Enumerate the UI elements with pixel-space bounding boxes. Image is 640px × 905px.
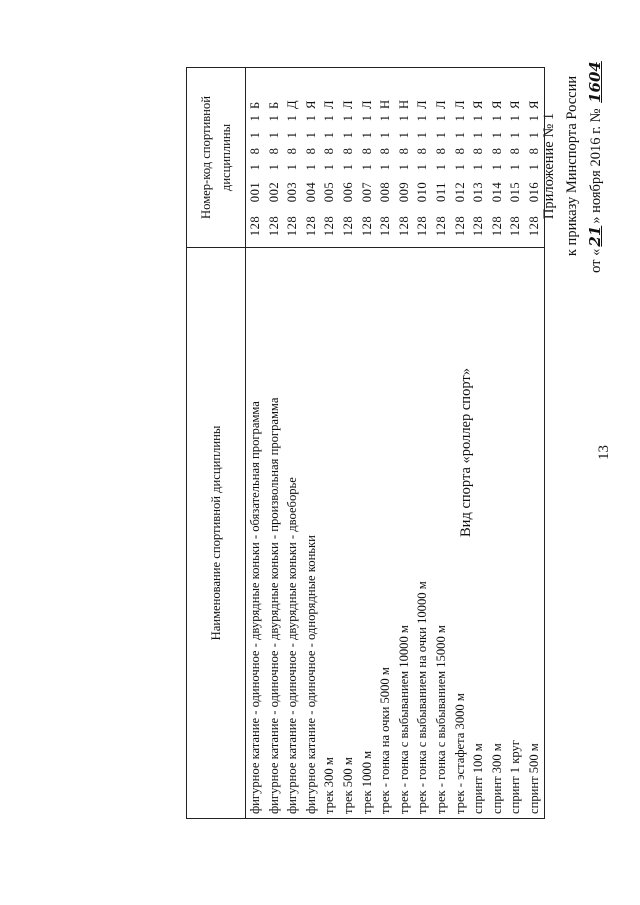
code-segment: 010 xyxy=(415,181,430,203)
code-segment: Я xyxy=(303,100,318,109)
code-segment: 8 xyxy=(248,147,262,155)
code-segment: 009 xyxy=(396,181,411,203)
discipline-name: трек - гонка с выбыванием на очки 10000 м xyxy=(413,248,432,819)
handwritten-day: 21 xyxy=(586,225,604,247)
appendix-order-date xyxy=(584,31,608,301)
code-segment: 016 xyxy=(526,181,541,203)
code-segment: 007 xyxy=(359,181,374,203)
code-segment: 128 xyxy=(396,215,411,237)
discipline-name: спринт 300 м xyxy=(488,248,507,819)
discipline-name: трек - гонка с выбыванием 15000 м xyxy=(432,248,451,819)
code-segment: Я xyxy=(471,100,486,109)
code-segment: 1 xyxy=(378,131,393,139)
discipline-name: трек - гонка с выбыванием 10000 м xyxy=(395,248,414,819)
discipline-name: фигурное катание - одиночное - двурядные коньки - двоеборье xyxy=(283,248,302,819)
code-segment: 1 xyxy=(248,114,262,122)
code-segment: 1 xyxy=(322,131,337,139)
code-segment: 8 xyxy=(303,147,318,155)
code-segment: Л xyxy=(359,99,374,109)
code-segment: Л xyxy=(433,99,448,109)
code-segment: 8 xyxy=(452,147,467,155)
discipline-code xyxy=(320,68,339,248)
code-segment: 1 xyxy=(285,163,300,171)
code-segment: 1 xyxy=(248,131,262,139)
code-segment: 005 xyxy=(322,181,337,203)
table-row xyxy=(432,68,451,819)
code-segment: 1 xyxy=(248,163,262,171)
table-body xyxy=(246,68,545,819)
discipline-code xyxy=(283,68,302,248)
table-row xyxy=(525,68,544,819)
discipline-name: трек - гонка на очки 5000 м xyxy=(376,248,395,819)
code-segment: 8 xyxy=(396,147,411,155)
discipline-code xyxy=(395,68,414,248)
table-row xyxy=(376,68,395,819)
code-segment: 128 xyxy=(266,215,281,237)
code-segment: 128 xyxy=(508,215,523,237)
discipline-name: фигурное катание - одиночное - двурядные коньки - обязательная программа xyxy=(246,248,265,819)
table-row xyxy=(451,68,470,819)
code-segment: 8 xyxy=(471,147,486,155)
code-segment: 1 xyxy=(433,163,448,171)
date-prefix: от « xyxy=(588,248,604,273)
discipline-code xyxy=(469,68,488,248)
code-segment: 1 xyxy=(508,114,523,122)
code-segment: Я xyxy=(508,100,523,109)
code-segment: 004 xyxy=(303,181,318,203)
table-row xyxy=(265,68,284,819)
code-segment: 013 xyxy=(471,181,486,203)
code-segment: 1 xyxy=(508,131,523,139)
code-segment: 1 xyxy=(359,131,374,139)
table-header-row xyxy=(187,68,246,819)
code-segment: 128 xyxy=(415,215,430,237)
header-discipline-name: Наименование спортивной дисциплины xyxy=(187,248,246,819)
code-segment: 1 xyxy=(526,114,541,122)
code-segment: 1 xyxy=(322,163,337,171)
code-segment: 1 xyxy=(489,131,504,139)
page-number: 13 xyxy=(596,445,612,460)
code-segment: 128 xyxy=(433,215,448,237)
code-segment: 1 xyxy=(508,163,523,171)
code-segment: 1 xyxy=(266,163,281,171)
discipline-name: спринт 100 м xyxy=(469,248,488,819)
discipline-code xyxy=(413,68,432,248)
discipline-code xyxy=(525,68,544,248)
code-segment: 014 xyxy=(489,181,504,203)
code-segment: 1 xyxy=(526,163,541,171)
discipline-name: фигурное катание - одиночное - двурядные коньки - произвольная программа xyxy=(265,248,284,819)
code-segment: 1 xyxy=(433,131,448,139)
sport-title: Вид спорта «роллер спорт» xyxy=(458,368,474,537)
table-row xyxy=(413,68,432,819)
code-segment: Б xyxy=(266,101,281,109)
table-row xyxy=(358,68,377,819)
code-segment: 1 xyxy=(359,114,374,122)
code-segment: 1 xyxy=(285,114,300,122)
code-segment: 1 xyxy=(433,114,448,122)
code-segment: 1 xyxy=(303,163,318,171)
code-segment: 8 xyxy=(285,147,300,155)
code-segment: 1 xyxy=(471,131,486,139)
discipline-code xyxy=(488,68,507,248)
table-row xyxy=(246,68,265,819)
code-segment: 1 xyxy=(322,114,337,122)
code-segment: 1 xyxy=(396,114,411,122)
code-segment: Б xyxy=(248,101,262,109)
code-segment: Н xyxy=(396,99,411,109)
code-segment: 128 xyxy=(452,215,467,237)
appendix-order-ref: к приказу Минспорта России xyxy=(564,75,580,257)
code-segment: 1 xyxy=(489,114,504,122)
discipline-name: спринт 500 м xyxy=(525,248,544,819)
discipline-name: трек 1000 м xyxy=(358,248,377,819)
discipline-code xyxy=(506,68,525,248)
code-segment: 1 xyxy=(489,163,504,171)
code-segment: 1 xyxy=(303,131,318,139)
code-segment: 8 xyxy=(266,147,281,155)
discipline-code xyxy=(432,68,451,248)
code-segment: 128 xyxy=(359,215,374,237)
code-segment: 1 xyxy=(340,163,355,171)
code-segment: 8 xyxy=(322,147,337,155)
code-segment: 128 xyxy=(340,215,355,237)
code-segment: Н xyxy=(378,99,393,109)
discipline-name: трек - эстафета 3000 м xyxy=(451,248,470,819)
discipline-name: трек 300 м xyxy=(320,248,339,819)
discipline-name: трек 500 м xyxy=(339,248,358,819)
code-segment: 128 xyxy=(248,215,262,237)
code-segment: 8 xyxy=(508,147,523,155)
code-segment: 1 xyxy=(303,114,318,122)
code-segment: 1 xyxy=(452,163,467,171)
code-segment: 1 xyxy=(396,163,411,171)
discipline-name: спринт 1 круг xyxy=(506,248,525,819)
handwritten-order-number: 1604 xyxy=(586,61,604,103)
header-discipline-code: Номер-код спортивной дисциплины xyxy=(187,68,246,248)
code-segment: 8 xyxy=(340,147,355,155)
code-segment: 128 xyxy=(471,215,486,237)
code-segment: 8 xyxy=(526,147,541,155)
code-segment: 1 xyxy=(471,114,486,122)
table-row xyxy=(506,68,525,819)
table-row xyxy=(302,68,321,819)
code-segment: 1 xyxy=(340,131,355,139)
code-segment: 002 xyxy=(266,181,281,203)
discipline-code xyxy=(339,68,358,248)
code-segment: Д xyxy=(285,99,300,109)
discipline-code xyxy=(265,68,284,248)
discipline-code xyxy=(358,68,377,248)
code-segment: 1 xyxy=(415,163,430,171)
code-segment: Л xyxy=(415,99,430,109)
code-segment: 128 xyxy=(303,215,318,237)
table-row xyxy=(395,68,414,819)
code-segment: 006 xyxy=(340,181,355,203)
date-middle: » ноября 2016 г. № xyxy=(588,108,604,224)
discipline-code xyxy=(302,68,321,248)
code-segment: 128 xyxy=(489,215,504,237)
code-segment: 015 xyxy=(508,181,523,203)
code-segment: 128 xyxy=(322,215,337,237)
code-segment: 1 xyxy=(415,131,430,139)
discipline-name: фигурное катание - одиночное - однорядные коньки xyxy=(302,248,321,819)
code-segment: Л xyxy=(322,99,337,109)
table-row xyxy=(283,68,302,819)
code-segment: 1 xyxy=(526,131,541,139)
appendix-header xyxy=(538,31,608,301)
table-row xyxy=(320,68,339,819)
code-segment: Я xyxy=(489,100,504,109)
discipline-code xyxy=(246,68,265,248)
code-segment: Я xyxy=(526,100,541,109)
code-segment: 1 xyxy=(415,114,430,122)
table-row xyxy=(469,68,488,819)
code-segment: 8 xyxy=(415,147,430,155)
discipline-code xyxy=(451,68,470,248)
code-segment: 8 xyxy=(378,147,393,155)
code-segment: 1 xyxy=(452,114,467,122)
code-segment: 011 xyxy=(433,182,448,202)
code-segment: 1 xyxy=(396,131,411,139)
discipline-code xyxy=(376,68,395,248)
code-segment: 1 xyxy=(340,114,355,122)
code-segment: 008 xyxy=(378,181,393,203)
code-segment: 8 xyxy=(433,147,448,155)
code-segment: 1 xyxy=(266,131,281,139)
code-segment: 128 xyxy=(285,215,300,237)
code-segment: 012 xyxy=(452,181,467,203)
code-segment: 1 xyxy=(471,163,486,171)
code-segment: 1 xyxy=(378,114,393,122)
table-row xyxy=(488,68,507,819)
code-segment: 8 xyxy=(359,147,374,155)
code-segment: 001 xyxy=(248,181,262,203)
code-segment: 128 xyxy=(526,215,541,237)
code-segment: 1 xyxy=(266,114,281,122)
code-segment: 128 xyxy=(378,215,393,237)
code-segment: Л xyxy=(340,99,355,109)
code-segment: 003 xyxy=(285,181,300,203)
code-segment: 1 xyxy=(452,131,467,139)
code-segment: 8 xyxy=(489,147,504,155)
appendix-title: Приложение № 1 xyxy=(541,112,557,220)
code-segment: 1 xyxy=(285,131,300,139)
disciplines-table xyxy=(186,67,545,819)
code-segment: 1 xyxy=(359,163,374,171)
code-segment: 1 xyxy=(378,163,393,171)
code-segment: Л xyxy=(452,99,467,109)
table-row xyxy=(339,68,358,819)
